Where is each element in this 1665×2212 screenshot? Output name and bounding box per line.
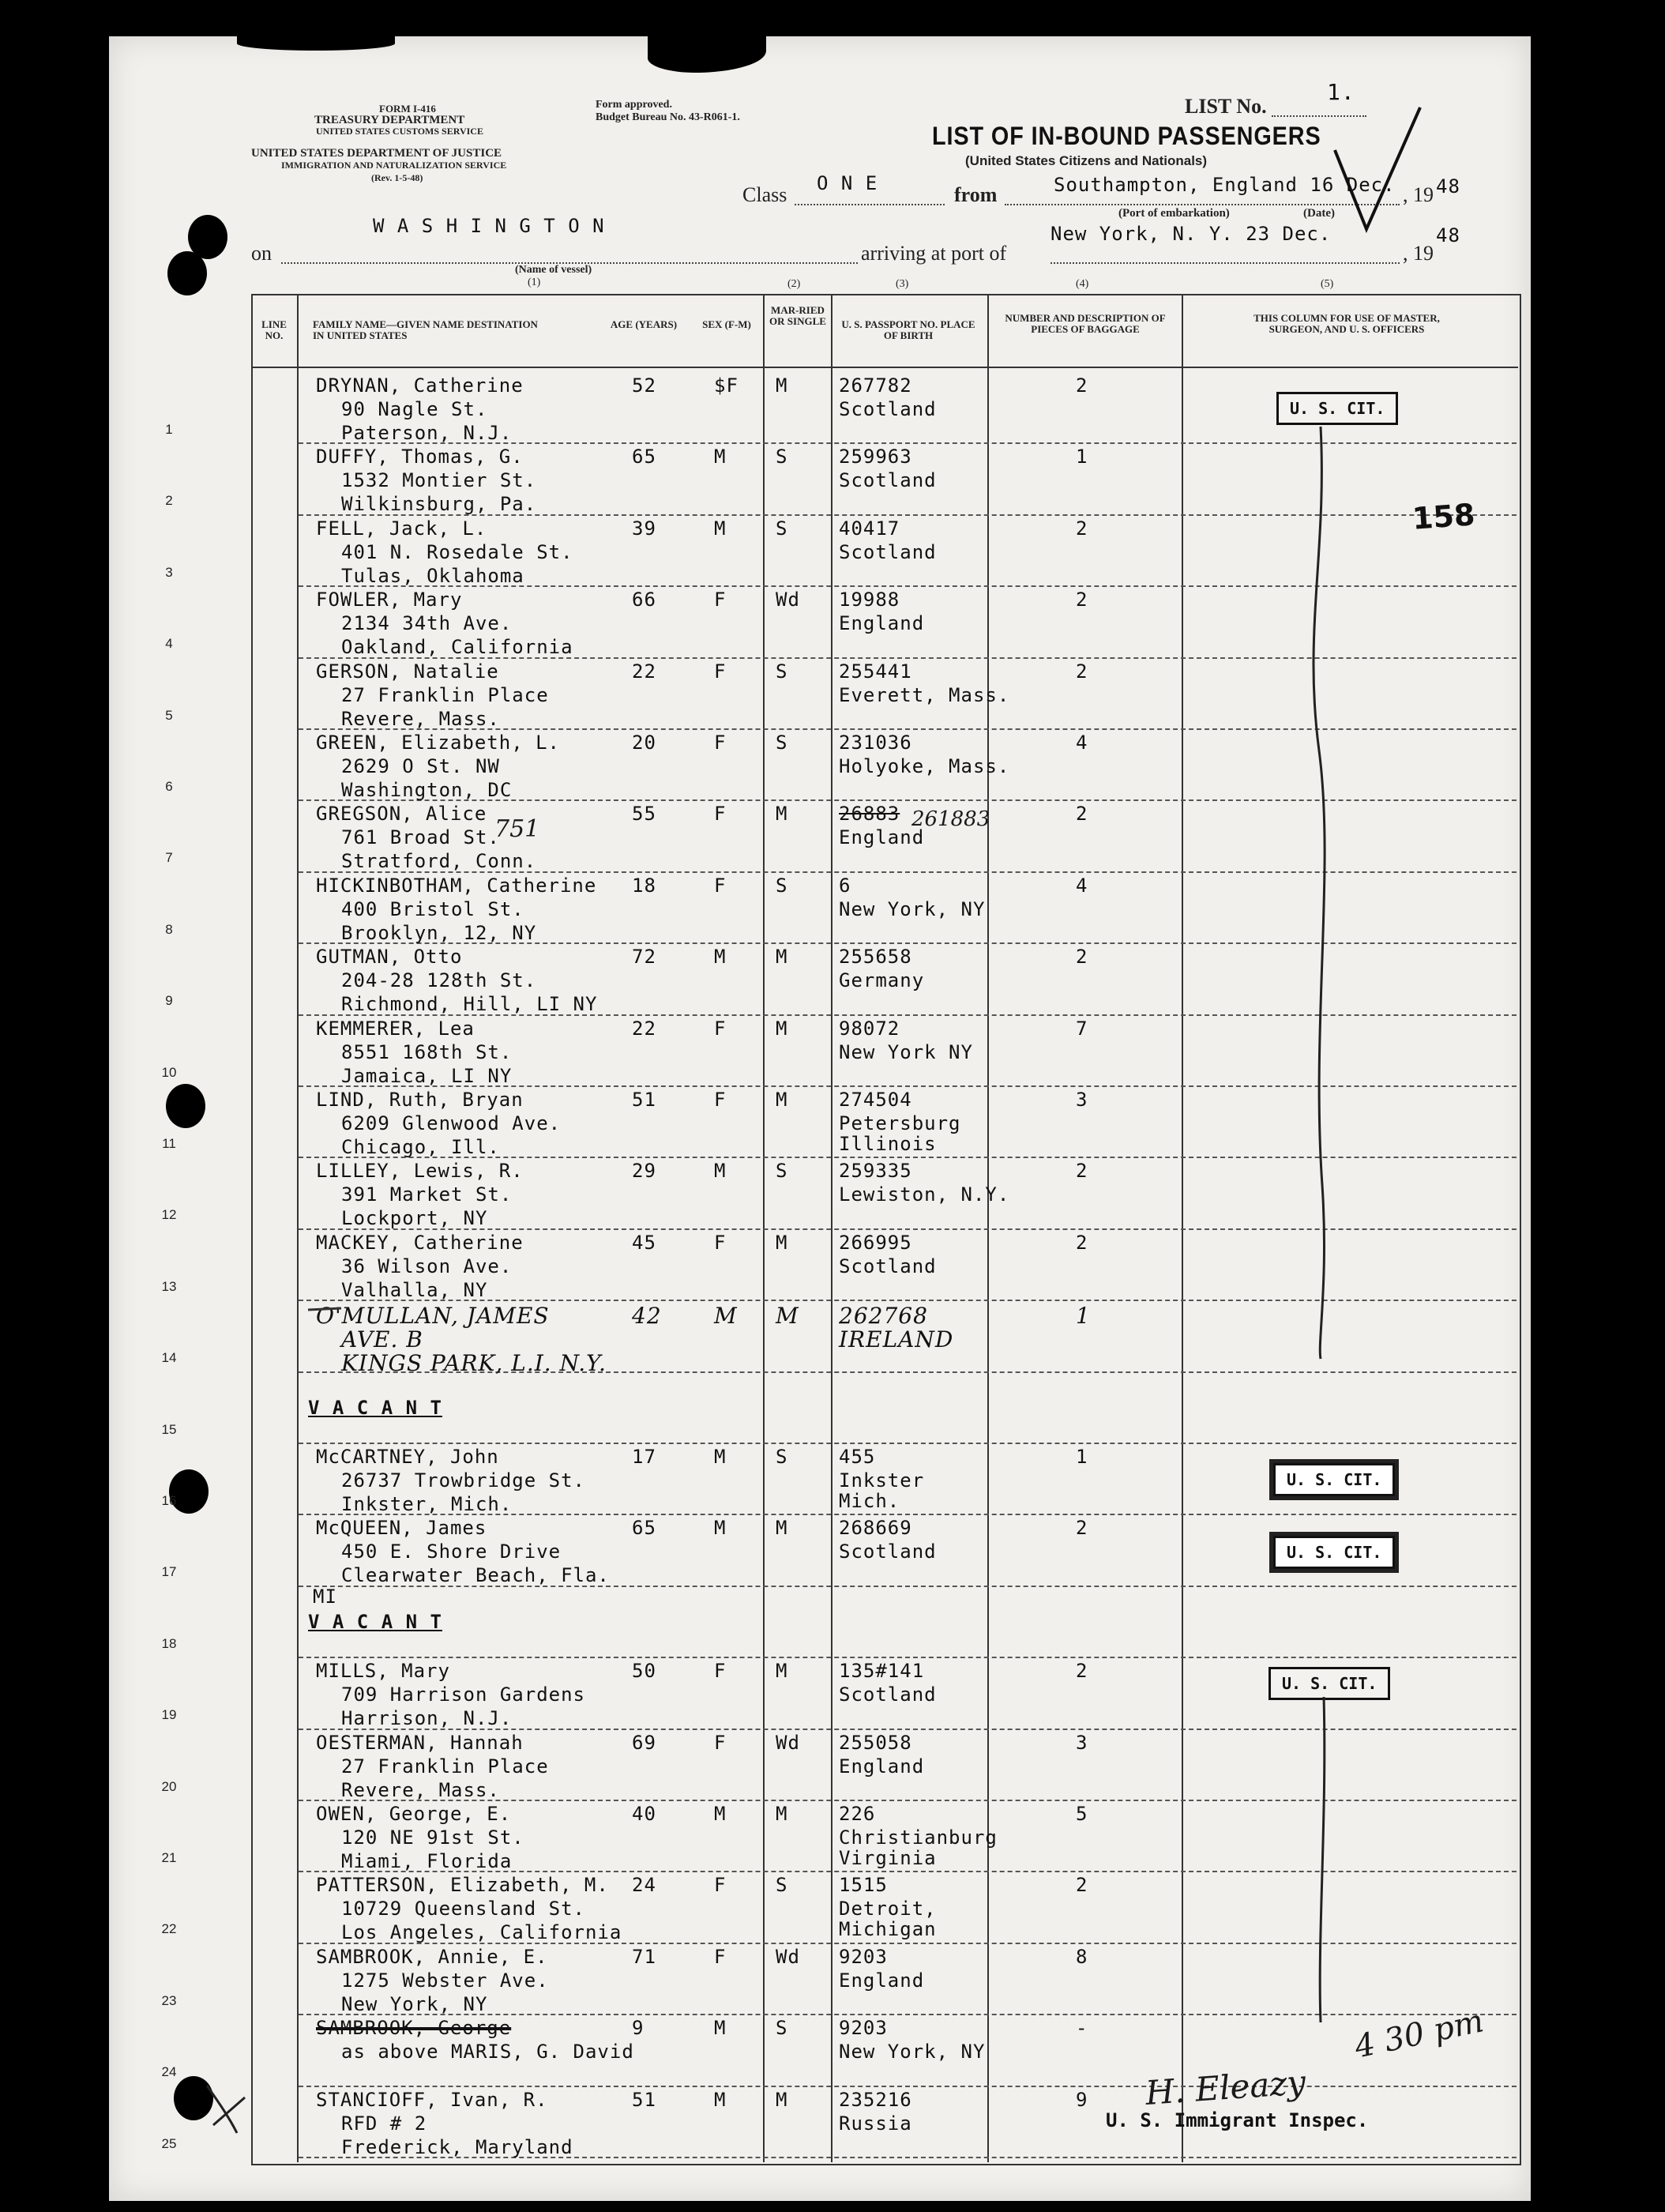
passenger-name: O'MULLAN, JAMES [316,1303,550,1330]
line-number: 18 [161,1635,177,1651]
marital-status: M [776,374,788,397]
passport-number: 231036 [839,732,912,754]
passenger-name: MILLS, Mary [316,1660,450,1683]
place-of-birth: Germany [839,969,925,992]
inspector-signature: H. Eleazy [1144,2062,1307,2113]
passenger-city: New York, NY [341,1992,488,2015]
line-number: 8 [165,921,173,937]
us-citizen-stamp: U. S. CIT. [1273,1463,1395,1496]
passenger-age: 17 [632,1446,656,1468]
document-subtitle: (United States Citizens and Nationals) [965,153,1208,168]
passport-number: 9203 [839,1945,888,1968]
marital-status: S [776,874,788,897]
baggage-count: 2 [1076,589,1088,611]
passenger-address: 400 Bristol St. [341,897,524,920]
passenger-name: STANCIOFF, Ivan, R. [316,2088,548,2111]
passenger-sex: F [714,1945,727,1968]
baggage-count: 7 [1076,1017,1088,1040]
passenger-city: Miami, Florida [341,1850,513,1872]
baggage-count: 2 [1076,374,1088,397]
baggage-count: 2 [1076,517,1088,540]
inspector-title: U. S. Immigrant Inspec. [1106,2109,1369,2131]
passenger-age: 22 [632,1017,656,1040]
from-year: 48 [1436,175,1460,198]
place-of-birth-2: Mich. [839,1490,900,1512]
marital-status: S [776,1446,788,1468]
place-of-birth: Inkster [839,1469,925,1492]
passenger-address: 709 Harrison Gardens [341,1683,585,1706]
marital-status: M [776,2088,788,2111]
place-of-birth: Holyoke, Mass. [839,755,1010,777]
passenger-address: 90 Nagle St. [341,398,488,420]
passenger-sex: M [714,1517,727,1540]
passenger-age: 51 [632,1089,656,1111]
col-header-officers: THIS COLUMN FOR USE OF MASTER, SURGEON, AND U. S. OFFICERS [1253,312,1440,335]
passport-number: 235216 [839,2088,912,2111]
place-of-birth: Petersburg [839,1112,961,1134]
passenger-age: 40 [632,1803,656,1825]
col-header-baggage: NUMBER AND DESCRIPTION OF PIECES OF BAGGAGE [1005,312,1166,335]
baggage-count: 4 [1076,732,1088,754]
marital-status: M [776,1660,788,1683]
passenger-address: 10729 Queensland St. [341,1898,585,1920]
baggage-count: 3 [1076,1731,1088,1754]
line-number: 20 [161,1778,177,1794]
arrive-year: 48 [1436,224,1460,246]
passenger-city: Chicago, Ill. [341,1136,500,1158]
place-of-birth: Lewiston, N.Y. [839,1183,1010,1206]
passenger-name: MACKEY, Catherine [316,1231,524,1254]
line-number: 23 [161,1992,177,2008]
passenger-city: Lockport, NY [341,1207,488,1230]
baggage-count: - [1076,2017,1088,2040]
passenger-age: 50 [632,1660,656,1683]
passenger-sex: F [714,1731,727,1754]
place-of-birth: Scotland [839,1540,937,1563]
treasury-dept: TREASURY DEPARTMENT [314,114,465,126]
list-no-label: LIST No. [1185,95,1267,118]
passenger-address: 26737 Trowbridge St. [341,1469,585,1492]
line-number: 1 [165,422,173,437]
baggage-count: 2 [1076,1517,1088,1540]
passenger-age: 45 [632,1231,656,1254]
passenger-address: 8551 168th St. [341,1040,513,1063]
passenger-address: AVE. B [341,1326,423,1353]
line-number: 21 [161,1850,177,1865]
form-approved: Form approved. [596,99,672,111]
marital-status: Wd [776,1731,800,1754]
place-of-birth: Everett, Mass. [839,683,1010,706]
line-number: 9 [165,993,173,1009]
marital-status: Wd [776,589,800,611]
col-header-sex: SEX (F-M) [702,318,751,330]
passenger-name: KEMMERER, Lea [316,1017,475,1040]
passport-number: 262768 [839,1303,928,1330]
place-of-birth: New York, NY [839,2041,986,2063]
line-number: 2 [165,493,173,509]
passenger-age: 29 [632,1160,656,1183]
vessel-colnum: (1) [528,276,541,288]
passenger-city: Inkster, Mich. [341,1493,513,1515]
passenger-city: Clearwater Beach, Fla. [341,1564,610,1587]
place-of-birth: Scotland [839,398,937,420]
budget-bureau: Budget Bureau No. 43-R061-1. [596,111,740,123]
passenger-sex: F [714,803,727,826]
passport-number: 259963 [839,446,912,468]
passenger-age: 9 [632,2017,645,2040]
baggage-count: 3 [1076,1089,1088,1111]
count-annotation: 158 [1411,497,1476,536]
arrival-port-date: New York, N. Y. 23 Dec. [1050,223,1332,245]
passenger-name: FOWLER, Mary [316,589,463,611]
line-number: 13 [161,1278,177,1294]
passenger-address: as above MARIS, G. David [341,2041,634,2063]
marital-status: M [776,1231,788,1254]
passenger-sex: M [714,2088,727,2111]
passport-number: 255058 [839,1731,912,1754]
on-label: on [251,242,272,265]
place-of-birth: Detroit, [839,1898,937,1920]
passenger-address: 204-28 128th St. [341,969,537,992]
place-of-birth-2: Illinois [839,1133,937,1155]
line-number: 11 [162,1136,176,1151]
passenger-address: 401 N. Rosedale St. [341,540,573,563]
passenger-sex: M [714,1446,727,1468]
time-annotation: 4 30 pm [1351,2003,1487,2066]
passport-number: 259335 [839,1160,912,1183]
vacant-line: V A C A N T [308,1610,442,1633]
passenger-address: 27 Franklin Place [341,683,549,706]
passenger-sex: F [714,1089,727,1111]
revision: (Rev. 1-5-48) [371,172,423,183]
passenger-address: 761 Broad St. [341,826,500,849]
passenger-address: 1532 Montier St. [341,469,537,492]
passenger-sex: M [714,2017,727,2040]
marital-status: S [776,446,788,468]
passport-number: 98072 [839,1017,900,1040]
col-header-name: FAMILY NAME—GIVEN NAME DESTINATION IN UNITED STATES [313,318,538,341]
passenger-age: 22 [632,660,656,683]
col-header-passport: U. S. PASSPORT NO. PLACE OF BIRTH [841,318,975,341]
passport-number: 9203 [839,2017,888,2040]
marital-status: S [776,2017,788,2040]
document-title: LIST OF IN-BOUND PASSENGERS [932,122,1321,150]
passenger-name: GUTMAN, Otto [316,946,463,969]
passenger-name: PATTERSON, Elizabeth, M. [316,1874,609,1897]
place-of-birth: Scotland [839,1255,937,1277]
passenger-age: 39 [632,517,656,540]
date-caption: (Date) [1303,207,1335,220]
passenger-name: SAMBROOK, Annie, E. [316,1945,548,1968]
baggage-count: 2 [1076,1660,1088,1683]
passport-number: 226 [839,1803,876,1825]
line-number: 17 [161,1564,177,1580]
passenger-name: DRYNAN, Catherine [316,374,524,397]
col-header-age: AGE (YEARS) [610,318,678,330]
place-of-birth: England [839,1755,925,1778]
line-number: 16 [161,1493,177,1508]
from-value: Southampton, England 16 Dec. [1054,174,1396,196]
passenger-age: 52 [632,374,656,397]
baggage-count: 2 [1076,1874,1088,1897]
passenger-sex: F [714,589,727,611]
baggage-count: 4 [1076,874,1088,897]
place-of-birth: New York NY [839,1040,973,1063]
passenger-age: 55 [632,803,656,826]
passenger-sex: M [714,946,727,969]
baggage-count: 1 [1076,1303,1091,1330]
margin-note: MI [313,1585,337,1608]
line-number: 5 [165,707,173,723]
baggage-count: 5 [1076,1803,1088,1825]
baggage-count: 2 [1076,803,1088,826]
passenger-address: 27 Franklin Place [341,1755,549,1778]
place-of-birth: Russia [839,2112,912,2135]
line-number: 24 [161,2064,177,2080]
passenger-age: 66 [632,589,656,611]
passenger-sex: F [714,1874,727,1897]
baggage-count: 2 [1076,1231,1088,1254]
passport-number: 255441 [839,660,912,683]
list-no-value: 1. [1327,79,1355,105]
passenger-name: DUFFY, Thomas, G. [316,446,524,468]
passenger-name: OESTERMAN, Hannah [316,1731,524,1754]
place-of-birth: England [839,612,925,635]
colnum-2: (2) [787,278,801,290]
passenger-city: Los Angeles, California [341,1921,622,1944]
line-number: 10 [161,1064,177,1080]
passenger-sex: F [714,732,727,754]
line-number: 22 [161,1921,177,1937]
passenger-sex: M [714,517,727,540]
marital-status: S [776,517,788,540]
passenger-city: Jamaica, LI NY [341,1064,513,1087]
us-citizen-stamp: U. S. CIT. [1273,1536,1395,1569]
passenger-name: McCARTNEY, John [316,1446,499,1468]
place-of-birth: Christianburg [839,1826,998,1849]
marital-status: Wd [776,1945,800,1968]
passport-number: 6 [839,874,851,897]
marital-status: M [776,1803,788,1825]
passenger-age: 20 [632,732,656,754]
vessel-caption: (Name of vessel) [515,264,592,276]
dept-justice: UNITED STATES DEPARTMENT OF JUSTICE [251,147,502,160]
marital-status: S [776,732,788,754]
baggage-count: 2 [1076,946,1088,969]
passenger-address: RFD # 2 [341,2112,427,2135]
passenger-sex: F [714,874,727,897]
address-correction: 751 [494,815,540,843]
passenger-name: McQUEEN, James [316,1517,487,1540]
class-label: Class [742,183,787,206]
passenger-address: 1275 Webster Ave. [341,1969,549,1992]
place-of-birth-2: Virginia [839,1847,937,1869]
passenger-name: LIND, Ruth, Bryan [316,1089,524,1111]
ins-service: IMMIGRATION AND NATURALIZATION SERVICE [281,160,507,171]
place-of-birth: IRELAND [839,1326,954,1353]
colnum-4: (4) [1076,278,1089,290]
line-number: 14 [161,1350,177,1366]
line-number: 12 [161,1207,177,1223]
place-of-birth: England [839,826,925,849]
passenger-address: 36 Wilson Ave. [341,1255,513,1277]
passenger-address: 2134 34th Ave. [341,612,513,635]
passport-number: 255658 [839,946,912,969]
vacant-line: V A C A N T [308,1396,442,1419]
passenger-name: LILLEY, Lewis, R. [316,1160,524,1183]
form-number: FORM I-416 [379,103,436,115]
passenger-city: Wilkinsburg, Pa. [341,493,537,516]
passport-number: 266995 [839,1231,912,1254]
marital-status: S [776,1874,788,1897]
passenger-age: 71 [632,1945,656,1968]
passenger-city: Washington, DC [341,779,513,801]
baggage-count: 9 [1076,2088,1088,2111]
port-embark-caption: (Port of embarkation) [1118,207,1230,220]
passenger-city: Brooklyn, 12, NY [341,921,537,944]
passport-number: 1515 [839,1874,888,1897]
colnum-5: (5) [1321,278,1334,290]
passenger-address: 6209 Glenwood Ave. [341,1112,562,1134]
place-of-birth-2: Michigan [839,1918,937,1941]
passenger-name: GREEN, Elizabeth, L. [316,732,560,754]
place-of-birth: New York, NY [839,897,986,920]
marital-status: S [776,660,788,683]
col-header-line: LINE NO. [261,318,287,341]
passenger-sex: M [714,446,727,468]
passenger-sex: F [714,660,727,683]
line-number: 3 [165,564,173,580]
passport-number: 40417 [839,517,900,540]
passenger-sex: $F [714,374,739,397]
colnum-3: (3) [896,278,909,290]
passenger-sex: F [714,1017,727,1040]
passenger-city: Stratford, Conn. [341,850,537,873]
line-number: 4 [165,636,173,652]
customs-service: UNITED STATES CUSTOMS SERVICE [316,126,483,137]
marital-status: M [776,803,788,826]
passenger-age: 65 [632,1517,656,1540]
passenger-age: 72 [632,946,656,969]
passport-number: 19988 [839,589,900,611]
place-of-birth: Scotland [839,1683,937,1706]
passenger-name: SAMBROOK, George [316,2017,512,2040]
year-prefix: , 19 [1403,183,1434,206]
passport-number: 274504 [839,1089,912,1111]
passenger-city: Frederick, Maryland [341,2135,573,2158]
marital-status: M [776,1517,788,1540]
passenger-city: Revere, Mass. [341,1778,500,1801]
us-citizen-stamp: U. S. CIT. [1268,1667,1390,1700]
year-prefix-2: , 19 [1403,242,1434,265]
passenger-city: Oakland, California [341,636,573,659]
passenger-name: GERSON, Natalie [316,660,499,683]
passenger-address: 450 E. Shore Drive [341,1540,562,1563]
passenger-address: 2629 O St. NW [341,755,500,777]
marital-status: S [776,1160,788,1183]
passenger-name: GREGSON, Alice [316,803,487,826]
passenger-address: 391 Market St. [341,1183,513,1206]
passenger-city: Paterson, N.J. [341,422,513,444]
passenger-address: 120 NE 91st St. [341,1826,524,1849]
line-number: 6 [165,779,173,794]
passenger-name: FELL, Jack, L. [316,517,487,540]
passenger-age: 18 [632,874,656,897]
us-citizen-stamp: U. S. CIT. [1276,392,1398,425]
marital-status: M [776,1089,788,1111]
marital-status: M [776,1303,799,1330]
passenger-city: Harrison, N.J. [341,1707,513,1730]
col-header-married: MAR-RIED OR SINGLE [769,304,826,327]
baggage-count: 1 [1076,446,1088,468]
passport-number: 455 [839,1446,876,1468]
passenger-city: Revere, Mass. [341,707,500,730]
passport-number: 268669 [839,1517,912,1540]
passenger-city: Richmond, Hill, LI NY [341,993,598,1016]
line-number: 25 [161,2135,177,2151]
from-label: from [954,183,998,206]
marital-status: M [776,1017,788,1040]
place-of-birth: Scotland [839,540,937,563]
place-of-birth: Scotland [839,469,937,492]
place-of-birth: England [839,1969,925,1992]
line-number: 19 [161,1707,177,1723]
passenger-age: 51 [632,2088,656,2111]
passport-number: 135#141 [839,1660,925,1683]
passenger-name: OWEN, George, E. [316,1803,512,1825]
passenger-sex: M [714,1803,727,1825]
passenger-city: Valhalla, NY [341,1278,488,1301]
arriving-label: arriving at port of [861,242,1007,265]
passport-number: 26883 [839,803,900,826]
line-number: 7 [165,850,173,866]
baggage-count: 2 [1076,1160,1088,1183]
passenger-sex: M [714,1303,738,1330]
passenger-age: 24 [632,1874,656,1897]
passenger-age: 42 [632,1303,662,1330]
line-number: 15 [161,1421,177,1437]
passport-number: 267782 [839,374,912,397]
passenger-age: 65 [632,446,656,468]
passenger-name: HICKINBOTHAM, Catherine [316,874,597,897]
passenger-sex: M [714,1160,727,1183]
baggage-count: 8 [1076,1945,1088,1968]
marital-status: M [776,946,788,969]
vessel-name: W A S H I N G T O N [373,215,605,237]
passenger-city: KINGS PARK, L.I. N.Y. [341,1350,607,1377]
baggage-count: 2 [1076,660,1088,683]
passport-correction: 261883 [911,807,990,831]
passenger-age: 69 [632,1731,656,1754]
passenger-sex: F [714,1231,727,1254]
passenger-sex: F [714,1660,727,1683]
baggage-count: 1 [1076,1446,1088,1468]
class-value: O N E [817,172,878,194]
passenger-city: Tulas, Oklahoma [341,564,524,587]
